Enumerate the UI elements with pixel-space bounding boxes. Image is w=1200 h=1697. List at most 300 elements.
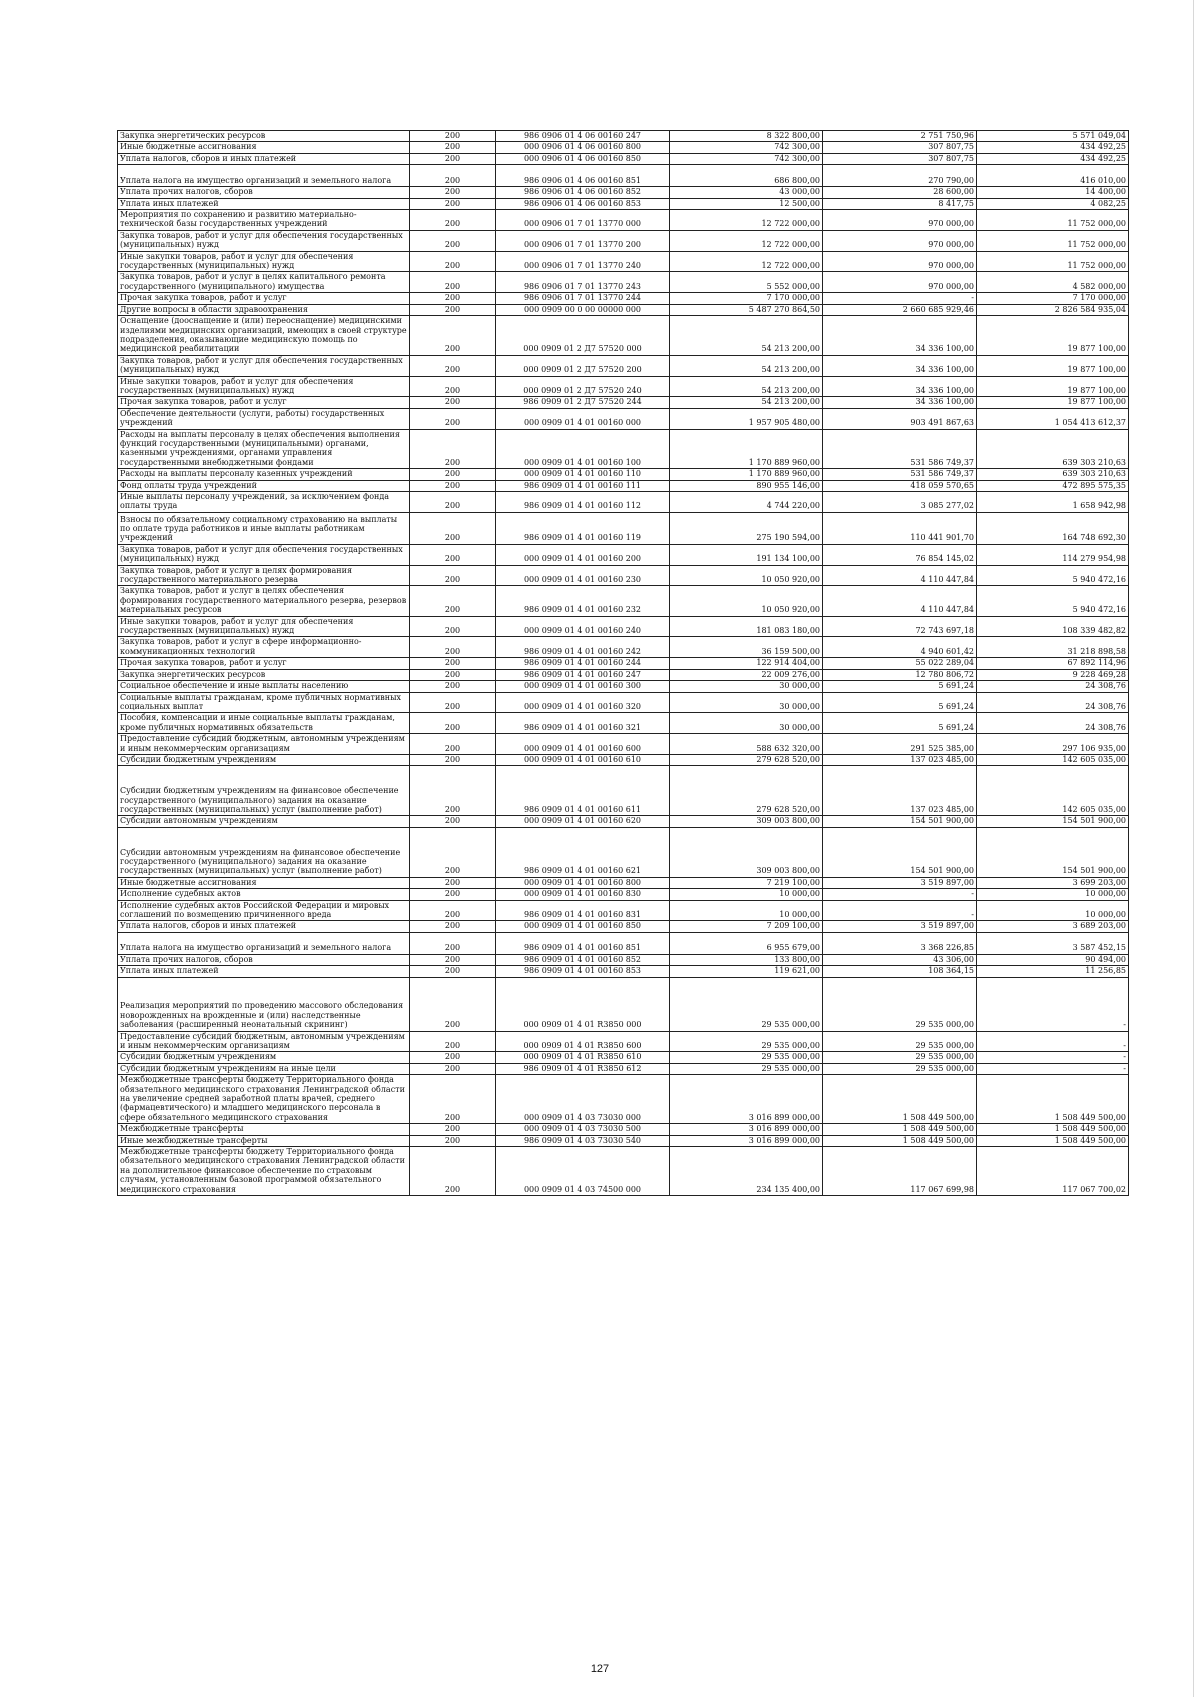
row-executed-cell: 970 000,00 bbox=[823, 272, 977, 293]
row-approved-cell: 4 744 220,00 bbox=[670, 492, 823, 513]
table-row bbox=[118, 1124, 1129, 1135]
row-kbk-cell: 000 0906 01 4 06 00160 850 bbox=[496, 153, 670, 164]
row-code-cell: 200 bbox=[410, 397, 496, 408]
row-name-cell: Уплата налогов, сборов и иных платежей bbox=[118, 921, 410, 932]
table-row bbox=[118, 889, 1129, 900]
row-executed-cell: 55 022 289,04 bbox=[823, 658, 977, 669]
row-executed-cell: 34 336 100,00 bbox=[823, 355, 977, 376]
row-kbk-cell: 986 0906 01 4 06 00160 247 bbox=[496, 131, 670, 142]
row-code-cell: 200 bbox=[410, 827, 496, 877]
row-name-cell: Субсидии автономным учреждениям на финансовое обеспечение государственного (муниципального) задания на оказание государственных (муниципальных) услуг (выполнение работ) bbox=[118, 827, 410, 877]
row-kbk-cell: 000 0909 01 4 01 00160 300 bbox=[496, 681, 670, 692]
row-approved-cell: 36 159 500,00 bbox=[670, 637, 823, 658]
row-name-cell: Закупка товаров, работ и услуг в сфере информационно-коммуникационных технологий bbox=[118, 637, 410, 658]
row-approved-cell: 12 500,00 bbox=[670, 198, 823, 209]
row-name-cell: Иные закупки товаров, работ и услуг для обеспечения государственных (муниципальных) нужд bbox=[118, 376, 410, 397]
table-row bbox=[118, 966, 1129, 977]
row-code-cell: 200 bbox=[410, 512, 496, 544]
row-executed-cell: 970 000,00 bbox=[823, 251, 977, 272]
row-executed-cell: 307 807,75 bbox=[823, 142, 977, 153]
row-remaining-cell: 5 571 049,04 bbox=[977, 131, 1129, 142]
table-row bbox=[118, 210, 1129, 231]
row-kbk-cell: 986 0909 01 4 01 00160 621 bbox=[496, 827, 670, 877]
row-approved-cell: 54 213 200,00 bbox=[670, 376, 823, 397]
table-row bbox=[118, 692, 1129, 713]
row-approved-cell: 3 016 899 000,00 bbox=[670, 1135, 823, 1146]
row-approved-cell: 29 535 000,00 bbox=[670, 977, 823, 1031]
row-approved-cell: 54 213 200,00 bbox=[670, 355, 823, 376]
row-remaining-cell: 31 218 898,58 bbox=[977, 637, 1129, 658]
row-remaining-cell: 19 877 100,00 bbox=[977, 355, 1129, 376]
row-approved-cell: 12 722 000,00 bbox=[670, 210, 823, 231]
row-executed-cell: 970 000,00 bbox=[823, 230, 977, 251]
row-approved-cell: 30 000,00 bbox=[670, 713, 823, 734]
row-remaining-cell: 1 508 449 500,00 bbox=[977, 1135, 1129, 1146]
row-name-cell: Прочая закупка товаров, работ и услуг bbox=[118, 397, 410, 408]
row-remaining-cell: 3 587 452,15 bbox=[977, 932, 1129, 954]
row-approved-cell: 309 003 800,00 bbox=[670, 816, 823, 827]
row-approved-cell: 1 957 905 480,00 bbox=[670, 408, 823, 429]
row-kbk-cell: 986 0909 01 4 01 00160 244 bbox=[496, 658, 670, 669]
row-executed-cell: 5 691,24 bbox=[823, 692, 977, 713]
row-name-cell: Субсидии бюджетным учреждениям на финансовое обеспечение государственного (муниципального) задания на оказание государственных (муниципальных) услуг (выполнение работ) bbox=[118, 766, 410, 816]
row-remaining-cell: 11 256,85 bbox=[977, 966, 1129, 977]
row-code-cell: 200 bbox=[410, 304, 496, 315]
row-remaining-cell: 3 689 203,00 bbox=[977, 921, 1129, 932]
row-name-cell: Расходы на выплаты персоналу в целях обеспечения выполнения функций государственными (муниципальными) органами, казенными учреждениями, органами управления государственными внебюджетными фондами bbox=[118, 429, 410, 469]
row-approved-cell: 10 000,00 bbox=[670, 889, 823, 900]
page-number: 127 bbox=[590, 1663, 610, 1675]
row-code-cell: 200 bbox=[410, 1135, 496, 1146]
row-code-cell: 200 bbox=[410, 187, 496, 198]
row-code-cell: 200 bbox=[410, 921, 496, 932]
row-remaining-cell: 10 000,00 bbox=[977, 900, 1129, 921]
row-name-cell: Реализация мероприятий по проведению массового обследования новорожденных на врожденные и (или) наследственные заболевания (расширенный неонатальный скрининг) bbox=[118, 977, 410, 1031]
table-row bbox=[118, 198, 1129, 209]
row-name-cell: Уплата прочих налогов, сборов bbox=[118, 954, 410, 965]
row-remaining-cell: 9 228 469,28 bbox=[977, 669, 1129, 680]
row-name-cell: Расходы на выплаты персоналу казенных учреждений bbox=[118, 469, 410, 480]
row-code-cell: 200 bbox=[410, 316, 496, 356]
row-code-cell: 200 bbox=[410, 586, 496, 616]
row-kbk-cell: 986 0906 01 4 06 00160 851 bbox=[496, 165, 670, 187]
row-name-cell: Иные бюджетные ассигнования bbox=[118, 142, 410, 153]
row-kbk-cell: 986 0909 01 4 01 00160 852 bbox=[496, 954, 670, 965]
row-remaining-cell: 154 501 900,00 bbox=[977, 827, 1129, 877]
row-name-cell: Прочая закупка товаров, работ и услуг bbox=[118, 658, 410, 669]
table-row bbox=[118, 977, 1129, 1031]
table-row bbox=[118, 637, 1129, 658]
row-kbk-cell: 986 0909 01 4 01 00160 242 bbox=[496, 637, 670, 658]
row-approved-cell: 29 535 000,00 bbox=[670, 1063, 823, 1074]
row-remaining-cell: 639 303 210,63 bbox=[977, 429, 1129, 469]
table-row bbox=[118, 376, 1129, 397]
row-kbk-cell: 000 0909 01 4 01 R3850 600 bbox=[496, 1031, 670, 1052]
row-executed-cell: 137 023 485,00 bbox=[823, 766, 977, 816]
row-name-cell: Исполнение судебных актов Российской Федерации и мировых соглашений по возмещению причиненного вреда bbox=[118, 900, 410, 921]
table-row bbox=[118, 316, 1129, 356]
row-remaining-cell: 5 940 472,16 bbox=[977, 586, 1129, 616]
row-kbk-cell: 000 0909 01 4 01 00160 230 bbox=[496, 565, 670, 586]
row-name-cell: Закупка товаров, работ и услуг в целях капитального ремонта государственного (муниципального) имущества bbox=[118, 272, 410, 293]
table-row bbox=[118, 251, 1129, 272]
row-executed-cell: 28 600,00 bbox=[823, 187, 977, 198]
row-remaining-cell: 108 339 482,82 bbox=[977, 616, 1129, 637]
row-executed-cell: 117 067 699,98 bbox=[823, 1147, 977, 1196]
row-approved-cell: 234 135 400,00 bbox=[670, 1147, 823, 1196]
row-approved-cell: 279 628 520,00 bbox=[670, 766, 823, 816]
row-approved-cell: 191 134 100,00 bbox=[670, 544, 823, 565]
row-approved-cell: 309 003 800,00 bbox=[670, 827, 823, 877]
row-code-cell: 200 bbox=[410, 469, 496, 480]
row-code-cell: 200 bbox=[410, 754, 496, 765]
row-name-cell: Закупка товаров, работ и услуг для обеспечения государственных (муниципальных) нужд bbox=[118, 544, 410, 565]
row-code-cell: 200 bbox=[410, 900, 496, 921]
row-name-cell: Межбюджетные трансферты бюджету Территориального фонда обязательного медицинского страхования Ленинградской области на дополнительное финансовое обеспечение по страховым случаям, установленным базовой программой обязательного медицинского страхования bbox=[118, 1147, 410, 1196]
row-remaining-cell: 639 303 210,63 bbox=[977, 469, 1129, 480]
row-code-cell: 200 bbox=[410, 658, 496, 669]
row-executed-cell: 5 691,24 bbox=[823, 681, 977, 692]
row-code-cell: 200 bbox=[410, 669, 496, 680]
row-kbk-cell: 000 0909 00 0 00 00000 000 bbox=[496, 304, 670, 315]
row-name-cell: Уплата иных платежей bbox=[118, 198, 410, 209]
table-row bbox=[118, 512, 1129, 544]
row-approved-cell: 890 955 146,00 bbox=[670, 480, 823, 491]
row-code-cell: 200 bbox=[410, 954, 496, 965]
row-code-cell: 200 bbox=[410, 544, 496, 565]
table-row bbox=[118, 565, 1129, 586]
row-name-cell: Межбюджетные трансферты бюджету Территориального фонда обязательного медицинского страхования Ленинградской области на увеличение средней заработной платы врачей, среднего (фармацевтического) и младшего медицинского персонала в сфере обязательного медицинского страхования bbox=[118, 1075, 410, 1124]
row-remaining-cell: 4 082,25 bbox=[977, 198, 1129, 209]
row-kbk-cell: 986 0909 01 4 01 00160 321 bbox=[496, 713, 670, 734]
row-executed-cell: 8 417,75 bbox=[823, 198, 977, 209]
table-row bbox=[118, 408, 1129, 429]
row-name-cell: Иные межбюджетные трансферты bbox=[118, 1135, 410, 1146]
row-executed-cell: 1 508 449 500,00 bbox=[823, 1075, 977, 1124]
row-kbk-cell: 000 0909 01 2 Д7 57520 000 bbox=[496, 316, 670, 356]
table-row bbox=[118, 681, 1129, 692]
row-remaining-cell: 11 752 000,00 bbox=[977, 251, 1129, 272]
row-code-cell: 200 bbox=[410, 376, 496, 397]
row-kbk-cell: 000 0909 01 4 01 00160 800 bbox=[496, 877, 670, 888]
row-executed-cell: 43 306,00 bbox=[823, 954, 977, 965]
row-code-cell: 200 bbox=[410, 165, 496, 187]
row-code-cell: 200 bbox=[410, 480, 496, 491]
table-row bbox=[118, 272, 1129, 293]
row-kbk-cell: 986 0909 01 4 01 00160 111 bbox=[496, 480, 670, 491]
row-kbk-cell: 000 0906 01 7 01 13770 200 bbox=[496, 230, 670, 251]
row-kbk-cell: 986 0906 01 7 01 13770 243 bbox=[496, 272, 670, 293]
row-executed-cell: 29 535 000,00 bbox=[823, 1052, 977, 1063]
row-kbk-cell: 000 0909 01 4 03 73030 000 bbox=[496, 1075, 670, 1124]
row-code-cell: 200 bbox=[410, 766, 496, 816]
table-row bbox=[118, 187, 1129, 198]
row-name-cell: Закупка товаров, работ и услуг для обеспечения государственных (муниципальных) нужд bbox=[118, 230, 410, 251]
row-remaining-cell: - bbox=[977, 1031, 1129, 1052]
table-row bbox=[118, 900, 1129, 921]
row-approved-cell: 133 800,00 bbox=[670, 954, 823, 965]
row-approved-cell: 742 300,00 bbox=[670, 142, 823, 153]
row-code-cell: 200 bbox=[410, 293, 496, 304]
row-name-cell: Уплата налога на имущество организаций и земельного налога bbox=[118, 165, 410, 187]
row-executed-cell: 3 368 226,85 bbox=[823, 932, 977, 954]
row-kbk-cell: 000 0909 01 2 Д7 57520 200 bbox=[496, 355, 670, 376]
row-remaining-cell: 434 492,25 bbox=[977, 142, 1129, 153]
row-kbk-cell: 000 0906 01 7 01 13770 000 bbox=[496, 210, 670, 231]
table-row bbox=[118, 932, 1129, 954]
row-remaining-cell: 3 699 203,00 bbox=[977, 877, 1129, 888]
row-approved-cell: 29 535 000,00 bbox=[670, 1031, 823, 1052]
row-executed-cell: 1 508 449 500,00 bbox=[823, 1135, 977, 1146]
row-executed-cell: - bbox=[823, 293, 977, 304]
row-kbk-cell: 986 0909 01 4 01 00160 112 bbox=[496, 492, 670, 513]
row-approved-cell: 54 213 200,00 bbox=[670, 397, 823, 408]
row-kbk-cell: 000 0909 01 4 01 00160 610 bbox=[496, 754, 670, 765]
row-approved-cell: 1 170 889 960,00 bbox=[670, 429, 823, 469]
row-name-cell: Субсидии автономным учреждениям bbox=[118, 816, 410, 827]
table-row bbox=[118, 766, 1129, 816]
row-approved-cell: 3 016 899 000,00 bbox=[670, 1075, 823, 1124]
row-name-cell: Оснащение (дооснащение и (или) переоснащение) медицинскими изделиями медицинских организаций, имеющих в своей структуре подразделения, оказывающие медицинскую помощь по медицинской реабилитации bbox=[118, 316, 410, 356]
row-executed-cell: 34 336 100,00 bbox=[823, 376, 977, 397]
row-remaining-cell: 67 892 114,96 bbox=[977, 658, 1129, 669]
row-executed-cell: 4 940 601,42 bbox=[823, 637, 977, 658]
row-code-cell: 200 bbox=[410, 251, 496, 272]
row-code-cell: 200 bbox=[410, 977, 496, 1031]
table-row bbox=[118, 480, 1129, 491]
row-name-cell: Закупка энергетических ресурсов bbox=[118, 131, 410, 142]
row-approved-cell: 588 632 320,00 bbox=[670, 734, 823, 755]
row-name-cell: Мероприятия по сохранению и развитию материально-технической базы государственных учреждений bbox=[118, 210, 410, 231]
row-remaining-cell: 297 106 935,00 bbox=[977, 734, 1129, 755]
scan-edge-line bbox=[1193, 0, 1194, 1697]
row-executed-cell: 4 110 447,84 bbox=[823, 586, 977, 616]
row-kbk-cell: 986 0906 01 4 06 00160 852 bbox=[496, 187, 670, 198]
table-row bbox=[118, 544, 1129, 565]
row-code-cell: 200 bbox=[410, 142, 496, 153]
table-row bbox=[118, 397, 1129, 408]
row-executed-cell: 270 790,00 bbox=[823, 165, 977, 187]
table-row bbox=[118, 816, 1129, 827]
row-kbk-cell: 986 0906 01 4 06 00160 853 bbox=[496, 198, 670, 209]
row-name-cell: Иные бюджетные ассигнования bbox=[118, 877, 410, 888]
table-row bbox=[118, 1063, 1129, 1074]
row-executed-cell: 1 508 449 500,00 bbox=[823, 1124, 977, 1135]
row-approved-cell: 5 487 270 864,50 bbox=[670, 304, 823, 315]
row-executed-cell: 3 085 277,02 bbox=[823, 492, 977, 513]
table-row bbox=[118, 142, 1129, 153]
table-row bbox=[118, 355, 1129, 376]
row-code-cell: 200 bbox=[410, 230, 496, 251]
row-executed-cell: 5 691,24 bbox=[823, 713, 977, 734]
row-executed-cell: 29 535 000,00 bbox=[823, 977, 977, 1031]
row-remaining-cell: 117 067 700,02 bbox=[977, 1147, 1129, 1196]
row-name-cell: Предоставление субсидий бюджетным, автономным учреждениям и иным некоммерческим организациям bbox=[118, 1031, 410, 1052]
row-kbk-cell: 000 0909 01 4 01 R3850 000 bbox=[496, 977, 670, 1031]
row-kbk-cell: 986 0909 01 4 01 00160 851 bbox=[496, 932, 670, 954]
row-remaining-cell: 90 494,00 bbox=[977, 954, 1129, 965]
row-executed-cell: 12 780 806,72 bbox=[823, 669, 977, 680]
row-executed-cell: 531 586 749,37 bbox=[823, 429, 977, 469]
row-remaining-cell: 24 308,76 bbox=[977, 692, 1129, 713]
row-remaining-cell: 5 940 472,16 bbox=[977, 565, 1129, 586]
row-kbk-cell: 000 0909 01 4 01 00160 320 bbox=[496, 692, 670, 713]
row-remaining-cell: 434 492,25 bbox=[977, 153, 1129, 164]
row-executed-cell: 3 519 897,00 bbox=[823, 921, 977, 932]
row-executed-cell: 108 364,15 bbox=[823, 966, 977, 977]
table-row bbox=[118, 669, 1129, 680]
row-remaining-cell: 1 508 449 500,00 bbox=[977, 1124, 1129, 1135]
row-name-cell: Иные закупки товаров, работ и услуг для обеспечения государственных (муниципальных) нужд bbox=[118, 616, 410, 637]
row-approved-cell: 22 009 276,00 bbox=[670, 669, 823, 680]
table-row bbox=[118, 1031, 1129, 1052]
row-executed-cell: 137 023 485,00 bbox=[823, 754, 977, 765]
row-executed-cell: 34 336 100,00 bbox=[823, 397, 977, 408]
row-remaining-cell: - bbox=[977, 977, 1129, 1031]
table-row bbox=[118, 713, 1129, 734]
row-name-cell: Социальное обеспечение и иные выплаты населению bbox=[118, 681, 410, 692]
row-remaining-cell: 19 877 100,00 bbox=[977, 397, 1129, 408]
row-code-cell: 200 bbox=[410, 877, 496, 888]
row-approved-cell: 7 170 000,00 bbox=[670, 293, 823, 304]
table-row bbox=[118, 954, 1129, 965]
row-executed-cell: 29 535 000,00 bbox=[823, 1031, 977, 1052]
row-remaining-cell: 114 279 954,98 bbox=[977, 544, 1129, 565]
row-kbk-cell: 986 0909 01 4 01 00160 119 bbox=[496, 512, 670, 544]
row-executed-cell: 2 660 685 929,46 bbox=[823, 304, 977, 315]
table-row bbox=[118, 616, 1129, 637]
row-approved-cell: 10 050 920,00 bbox=[670, 586, 823, 616]
row-executed-cell: 29 535 000,00 bbox=[823, 1063, 977, 1074]
table-row bbox=[118, 1052, 1129, 1063]
row-approved-cell: 3 016 899 000,00 bbox=[670, 1124, 823, 1135]
row-remaining-cell: 14 400,00 bbox=[977, 187, 1129, 198]
row-name-cell: Взносы по обязательному социальному страхованию на выплаты по оплате труда работников и иные выплаты работникам учреждений bbox=[118, 512, 410, 544]
table-row bbox=[118, 429, 1129, 469]
row-code-cell: 200 bbox=[410, 734, 496, 755]
table-row bbox=[118, 734, 1129, 755]
row-remaining-cell: 11 752 000,00 bbox=[977, 210, 1129, 231]
row-code-cell: 200 bbox=[410, 1075, 496, 1124]
row-remaining-cell: 164 748 692,30 bbox=[977, 512, 1129, 544]
row-approved-cell: 119 621,00 bbox=[670, 966, 823, 977]
row-remaining-cell: 11 752 000,00 bbox=[977, 230, 1129, 251]
row-kbk-cell: 000 0909 01 4 01 00160 620 bbox=[496, 816, 670, 827]
row-name-cell: Закупка товаров, работ и услуг для обеспечения государственных (муниципальных) нужд bbox=[118, 355, 410, 376]
row-approved-cell: 10 000,00 bbox=[670, 900, 823, 921]
row-name-cell: Уплата иных платежей bbox=[118, 966, 410, 977]
row-kbk-cell: 000 0906 01 7 01 13770 240 bbox=[496, 251, 670, 272]
row-executed-cell: 903 491 867,63 bbox=[823, 408, 977, 429]
table-row bbox=[118, 1075, 1129, 1124]
row-kbk-cell: 000 0909 01 4 03 73030 500 bbox=[496, 1124, 670, 1135]
row-code-cell: 200 bbox=[410, 1052, 496, 1063]
table-row bbox=[118, 1135, 1129, 1146]
row-approved-cell: 1 170 889 960,00 bbox=[670, 469, 823, 480]
row-executed-cell: 110 441 901,70 bbox=[823, 512, 977, 544]
row-approved-cell: 122 914 404,00 bbox=[670, 658, 823, 669]
row-executed-cell: 72 743 697,18 bbox=[823, 616, 977, 637]
row-executed-cell: 291 525 385,00 bbox=[823, 734, 977, 755]
row-kbk-cell: 986 0906 01 7 01 13770 244 bbox=[496, 293, 670, 304]
row-kbk-cell: 000 0909 01 4 01 00160 600 bbox=[496, 734, 670, 755]
row-executed-cell: - bbox=[823, 889, 977, 900]
row-kbk-cell: 000 0909 01 4 01 00160 200 bbox=[496, 544, 670, 565]
row-name-cell: Субсидии бюджетным учреждениям bbox=[118, 754, 410, 765]
row-name-cell: Обеспечение деятельности (услуги, работы) государственных учреждений bbox=[118, 408, 410, 429]
row-name-cell: Уплата прочих налогов, сборов bbox=[118, 187, 410, 198]
row-kbk-cell: 000 0909 01 4 01 00160 100 bbox=[496, 429, 670, 469]
row-executed-cell: 970 000,00 bbox=[823, 210, 977, 231]
table-row bbox=[118, 586, 1129, 616]
row-kbk-cell: 986 0909 01 4 01 R3850 612 bbox=[496, 1063, 670, 1074]
row-kbk-cell: 986 0909 01 2 Д7 57520 244 bbox=[496, 397, 670, 408]
row-remaining-cell: - bbox=[977, 1052, 1129, 1063]
row-executed-cell: 2 751 750,96 bbox=[823, 131, 977, 142]
row-remaining-cell: 142 605 035,00 bbox=[977, 754, 1129, 765]
row-remaining-cell: 472 895 575,35 bbox=[977, 480, 1129, 491]
row-name-cell: Предоставление субсидий бюджетным, автономным учреждениям и иным некоммерческим организациям bbox=[118, 734, 410, 755]
row-code-cell: 200 bbox=[410, 198, 496, 209]
row-executed-cell: 154 501 900,00 bbox=[823, 816, 977, 827]
row-remaining-cell: 10 000,00 bbox=[977, 889, 1129, 900]
row-code-cell: 200 bbox=[410, 1147, 496, 1196]
row-remaining-cell: 24 308,76 bbox=[977, 713, 1129, 734]
row-kbk-cell: 986 0909 01 4 03 73030 540 bbox=[496, 1135, 670, 1146]
row-remaining-cell: 1 658 942,98 bbox=[977, 492, 1129, 513]
row-remaining-cell: 19 877 100,00 bbox=[977, 316, 1129, 356]
row-code-cell: 200 bbox=[410, 153, 496, 164]
row-name-cell: Прочая закупка товаров, работ и услуг bbox=[118, 293, 410, 304]
row-kbk-cell: 000 0909 01 4 01 R3850 610 bbox=[496, 1052, 670, 1063]
row-name-cell: Закупка товаров, работ и услуг в целях формирования государственного материального резерва bbox=[118, 565, 410, 586]
row-approved-cell: 10 050 920,00 bbox=[670, 565, 823, 586]
row-name-cell: Субсидии бюджетным учреждениям bbox=[118, 1052, 410, 1063]
row-kbk-cell: 986 0909 01 4 01 00160 611 bbox=[496, 766, 670, 816]
row-approved-cell: 54 213 200,00 bbox=[670, 316, 823, 356]
row-name-cell: Уплата налогов, сборов и иных платежей bbox=[118, 153, 410, 164]
row-code-cell: 200 bbox=[410, 210, 496, 231]
row-code-cell: 200 bbox=[410, 429, 496, 469]
table-row bbox=[118, 658, 1129, 669]
row-approved-cell: 181 083 180,00 bbox=[670, 616, 823, 637]
row-approved-cell: 279 628 520,00 bbox=[670, 754, 823, 765]
row-code-cell: 200 bbox=[410, 1031, 496, 1052]
row-name-cell: Субсидии бюджетным учреждениям на иные цели bbox=[118, 1063, 410, 1074]
row-remaining-cell: 142 605 035,00 bbox=[977, 766, 1129, 816]
row-remaining-cell: 2 826 584 935,04 bbox=[977, 304, 1129, 315]
row-approved-cell: 12 722 000,00 bbox=[670, 251, 823, 272]
row-code-cell: 200 bbox=[410, 692, 496, 713]
row-executed-cell: 76 854 145,02 bbox=[823, 544, 977, 565]
row-approved-cell: 742 300,00 bbox=[670, 153, 823, 164]
row-kbk-cell: 986 0909 01 4 01 00160 831 bbox=[496, 900, 670, 921]
row-kbk-cell: 000 0909 01 2 Д7 57520 240 bbox=[496, 376, 670, 397]
row-kbk-cell: 000 0909 01 4 01 00160 850 bbox=[496, 921, 670, 932]
row-kbk-cell: 000 0909 01 4 01 00160 240 bbox=[496, 616, 670, 637]
row-approved-cell: 6 955 679,00 bbox=[670, 932, 823, 954]
row-remaining-cell: 4 582 000,00 bbox=[977, 272, 1129, 293]
table-row bbox=[118, 921, 1129, 932]
row-remaining-cell: - bbox=[977, 1063, 1129, 1074]
row-approved-cell: 686 800,00 bbox=[670, 165, 823, 187]
row-executed-cell: 531 586 749,37 bbox=[823, 469, 977, 480]
row-kbk-cell: 000 0906 01 4 06 00160 800 bbox=[496, 142, 670, 153]
row-executed-cell: 418 059 570,65 bbox=[823, 480, 977, 491]
row-executed-cell: 154 501 900,00 bbox=[823, 827, 977, 877]
row-kbk-cell: 000 0909 01 4 01 00160 830 bbox=[496, 889, 670, 900]
row-approved-cell: 7 219 100,00 bbox=[670, 877, 823, 888]
